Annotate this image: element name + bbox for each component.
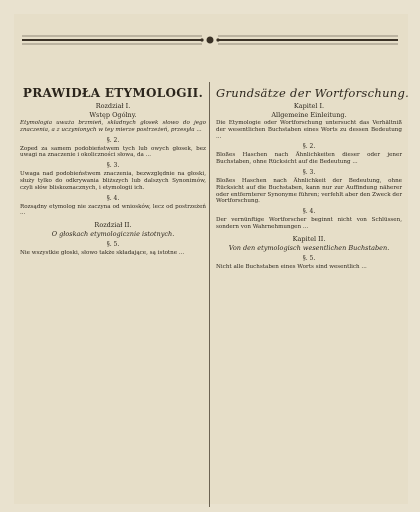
ornamental-header-rule xyxy=(22,32,398,48)
right-section-4: §. 4. xyxy=(302,208,316,216)
left-paragraph-5: Nie wszystkie głoski, słowo także składające, są istotne ... xyxy=(20,250,185,257)
right-section-3: §. 3. xyxy=(302,168,316,176)
left-chapter-2-subtitle: O głoskach etymologicznie istotnych. xyxy=(51,230,175,239)
left-paragraph-1: Etymologia uważa brzmień, składnych głosek słowo do jego znaczenia, a z uczynionych w tey mierze postrzeżeń, przesyła ... xyxy=(20,120,206,133)
right-intro: Allgemeine Einleitung. xyxy=(271,111,347,119)
right-paragraph-3: Bloßes Haschen nach Ähnlichkeit der Bedeutung, ohne Rücksicht auf die Buchstaben, kann nur zur Auffindung näherer oder entfernterer Synonyme führen; verfehlt aber den Zweck der Wortforschung. xyxy=(216,177,402,205)
right-paragraph-2: Bloßes Haschen nach Ähnlichkeiten dieser oder jener Buchstaben, ohne Rücksicht auf die Bedeutung ... xyxy=(216,152,402,166)
right-chapter-2-subtitle: Von den etymologisch wesentlichen Buchstaben. xyxy=(228,243,390,252)
left-paragraph-3: Uwaga nad podobieństwem znaczenia, bezwzględnie na głoski, służy tylko do odkrywania bliższych lub dalszych Synonimów, czyli słów bliskoznacznych, i etymologii ich. xyxy=(20,171,206,191)
left-paragraph-4: Rozsądny etymolog nie zaczyna od wniosków, lecz od postrzeżeń ... xyxy=(20,203,206,217)
german-column xyxy=(216,82,410,272)
left-section-3: §. 3. xyxy=(106,162,120,170)
left-section-4: §. 4. xyxy=(106,194,120,202)
right-paragraph-1: Die Etymologie oder Wortforschung untersucht das Verhältniß der wesentlichen Buchstaben eines Worts zu dessen Bedeutung ... xyxy=(216,120,402,140)
polish-column xyxy=(20,82,206,258)
right-section-2: §. 2. xyxy=(302,143,316,151)
right-chapter-2: Kapitel II. xyxy=(292,234,326,243)
left-chapter-1: Rozdział I. xyxy=(95,102,131,110)
right-title: Grundsätze der Wortforschung. xyxy=(216,86,410,100)
right-section-5: §. 5. xyxy=(302,254,316,262)
left-paragraph-2: Zoped za samem podobieństwem tych lub owych głosek, bez uwagi na znaczenie i okoliczności słowa, da ... xyxy=(20,145,206,159)
left-intro: Wstęp Ogólny. xyxy=(89,111,137,119)
column-divider xyxy=(209,82,210,507)
right-paragraph-4: Der vernünftige Wortforscher beginnt nicht von Schlüssen, sondern von Wahrnehmungen ... xyxy=(216,217,402,230)
left-title: PRAWIDŁA ETYMOLOGII. xyxy=(22,86,204,100)
right-paragraph-5: Nicht alle Buchstaben eines Worts sind wesentlich ... xyxy=(216,263,367,270)
left-chapter-2: Rozdział II. xyxy=(94,221,132,230)
right-chapter-1: Kapitel I. xyxy=(293,102,325,110)
left-section-5: §. 5. xyxy=(106,241,120,249)
left-section-2: §. 2. xyxy=(106,136,120,144)
